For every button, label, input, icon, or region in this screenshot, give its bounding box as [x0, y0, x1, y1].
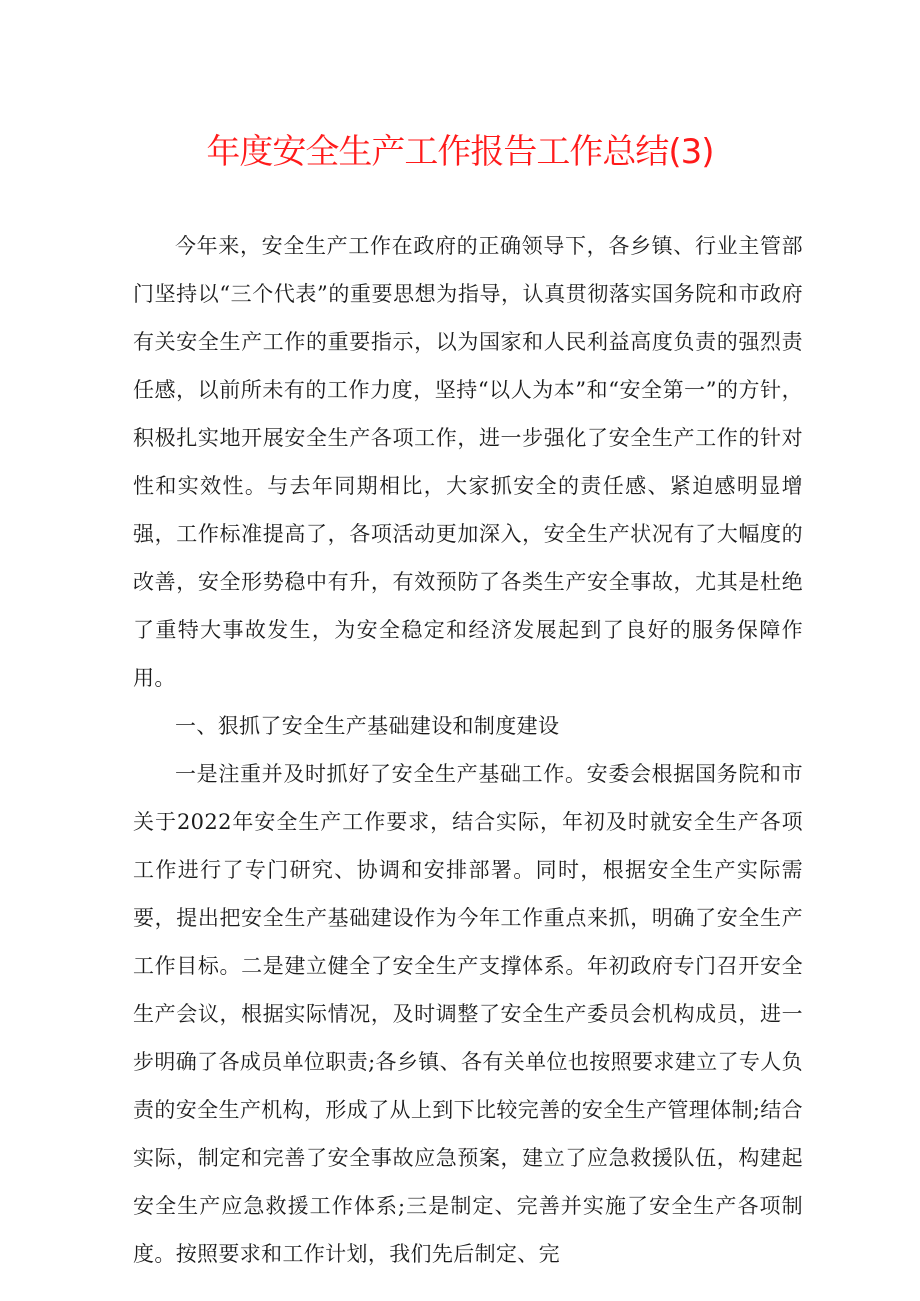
document-body: [133, 222, 803, 1278]
document-title: 年度安全生产工作报告工作总结(3): [206, 132, 714, 172]
paragraph-intro: 今年来，安全生产工作在政府的正确领导下，各乡镇、行业主管部门坚持以“三个代表”的重要思想为指导，认真贯彻落实国务院和市政府有关安全生产工作的重要指示，以为国家和人民利益高度负责的强烈责任感，以前所未有的工作力度，坚持“以人为本”和“安全第一”的方针，积极扎实地开展安全生产各项工作，进一步强化了安全生产工作的针对性和实效性。与去年同期相比，大家抓安全的责任感、紧迫感明显增强，工作标准提高了，各项活动更加深入，安全生产状况有了大幅度的改善，安全形势稳中有升，有效预防了各类生产安全事故，尤其是杜绝了重特大事故发生，为安全稳定和经济发展起到了良好的服务保障作用。: [133, 234, 803, 690]
paragraph-section-1: 一是注重并及时抓好了安全生产基础工作。安委会根据国务院和市关于2022年安全生产工作要求，结合实际，年初及时就安全生产各项工作进行了专门研究、协调和安排部署。同时，根据安全生产实际需要，提出把安全生产基础建设作为今年工作重点来抓，明确了安全生产工作目标。二是建立健全了安全生产支撑体系。年初政府专门召开安全生产会议，根据实际情况，及时调整了安全生产委员会机构成员，进一步明确了各成员单位职责;各乡镇、各有关单位也按照要求建立了专人负责的安全生产机构，形成了从上到下比较完善的安全生产管理体制;结合实际，制定和完善了安全事故应急预案，建立了应急救援队伍，构建起安全生产应急救援工作体系;三是制定、完善并实施了安全生产各项制度。按照要求和工作计划，我们先后制定、完: [133, 762, 803, 1266]
section-heading-1: 一、狠抓了安全生产基础建设和制度建设: [175, 714, 560, 738]
